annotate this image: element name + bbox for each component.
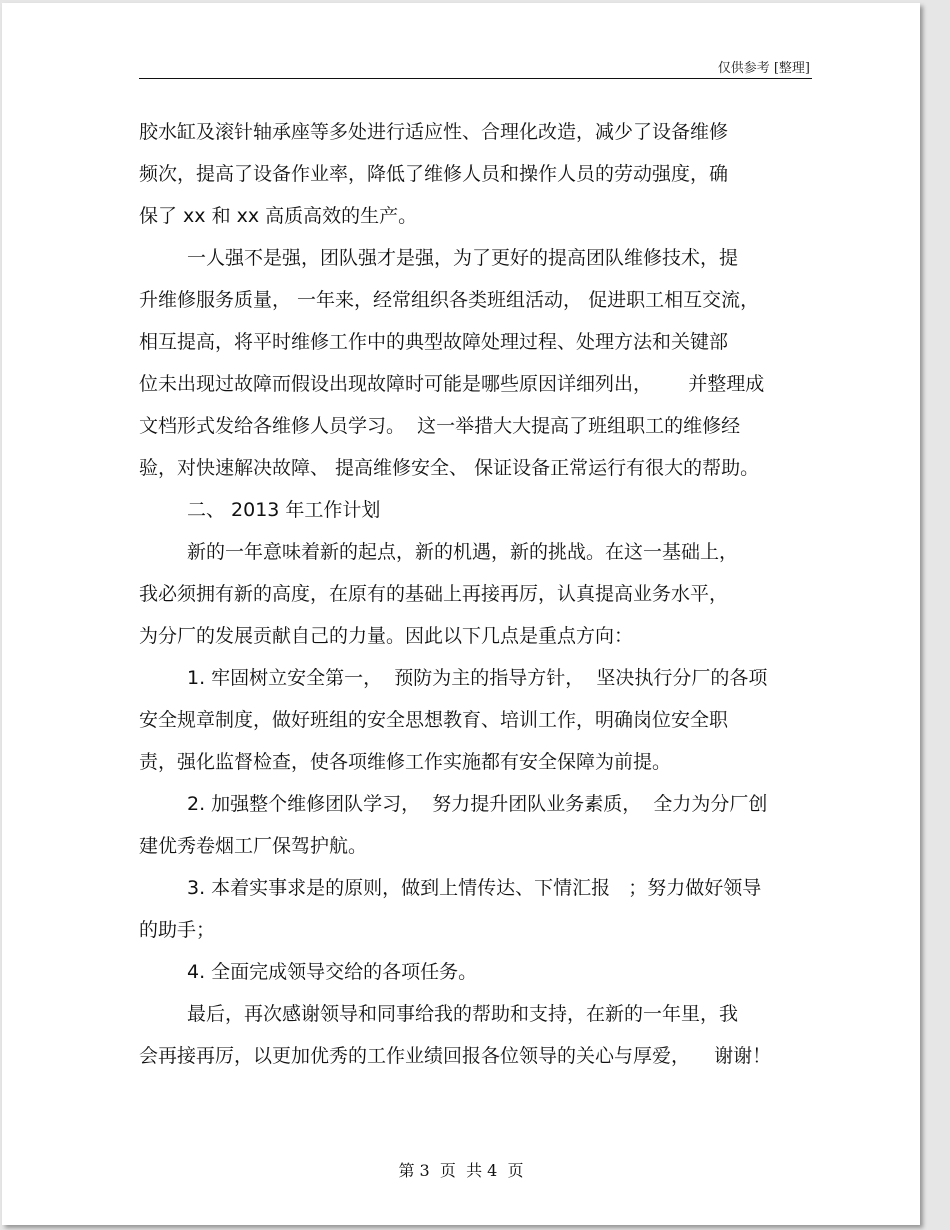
body-line: 升维修服务质量， 一年来，经常组织各类班组活动， 促进职工相互交流，: [139, 289, 760, 311]
body-line: 我必须拥有新的高度，在原有的基础上再接再厉，认真提高业务水平，: [139, 583, 729, 605]
page-number: 第 3 页 共 4 页: [398, 1161, 524, 1180]
body-line: 为分厂的发展贡献自己的力量。因此以下几点是重点方向：: [139, 625, 634, 647]
body-line: 3. 本着实事求是的原则，做到上情传达、下情汇报 ；努力做好领导: [187, 877, 762, 899]
body-line: 频次，提高了设备作业率，降低了维修人员和操作人员的劳动强度，确: [139, 163, 729, 185]
body-line: 责，强化监督检查，使各项维修工作实施都有安全保障为前提。: [139, 751, 672, 773]
body-line: 新的一年意味着新的起点，新的机遇，新的挑战。在这一基础上，: [187, 541, 739, 563]
body-line: 位未出现过故障而假设出现故障时可能是哪些原因详细列出， 并整理成: [139, 373, 765, 395]
body-line: 保了 xx 和 xx 高质高效的生产。: [139, 205, 418, 227]
body-line: 的助手；: [139, 919, 216, 941]
body-line: 1. 牢固树立安全第一， 预防为主的指导方针， 坚决执行分厂的各项: [187, 667, 768, 689]
body-line: 最后，再次感谢领导和同事给我的帮助和支持，在新的一年里，我: [187, 1003, 739, 1025]
body-line: 二、 2013 年工作计划: [187, 499, 381, 521]
body-line: 2. 加强整个维修团队学习， 努力提升团队业务素质， 全力为分厂创: [187, 793, 768, 815]
body-line: 一人强不是强，团队强才是强，为了更好的提高团队维修技术，提: [187, 247, 739, 269]
body-line: 4. 全面完成领导交给的各项任务。: [187, 961, 478, 983]
body-line: 文档形式发给各维修人员学习。 这一举措大大提高了班组职工的维修经: [139, 415, 741, 437]
body-line: 建优秀卷烟工厂保驾护航。: [139, 835, 368, 857]
body-line: 安全规章制度，做好班组的安全思想教育、培训工作，明确岗位安全职: [139, 709, 729, 731]
document-page: [2, 3, 920, 1225]
body-line: 会再接再厉，以更加优秀的工作业绩回报各位领导的关心与厚爱， 谢谢！: [139, 1045, 772, 1067]
header-divider: [139, 78, 812, 79]
header-note: 仅供参考 [整理]: [717, 61, 810, 76]
body-line: 验，对快速解决故障、 提高维修安全、 保证设备正常运行有很大的帮助。: [139, 457, 760, 479]
body-line: 相互提高，将平时维修工作中的典型故障处理过程、处理方法和关键部: [139, 331, 729, 353]
body-line: 胶水缸及滚针轴承座等多处进行适应性、合理化改造，减少了设备维修: [139, 121, 729, 143]
